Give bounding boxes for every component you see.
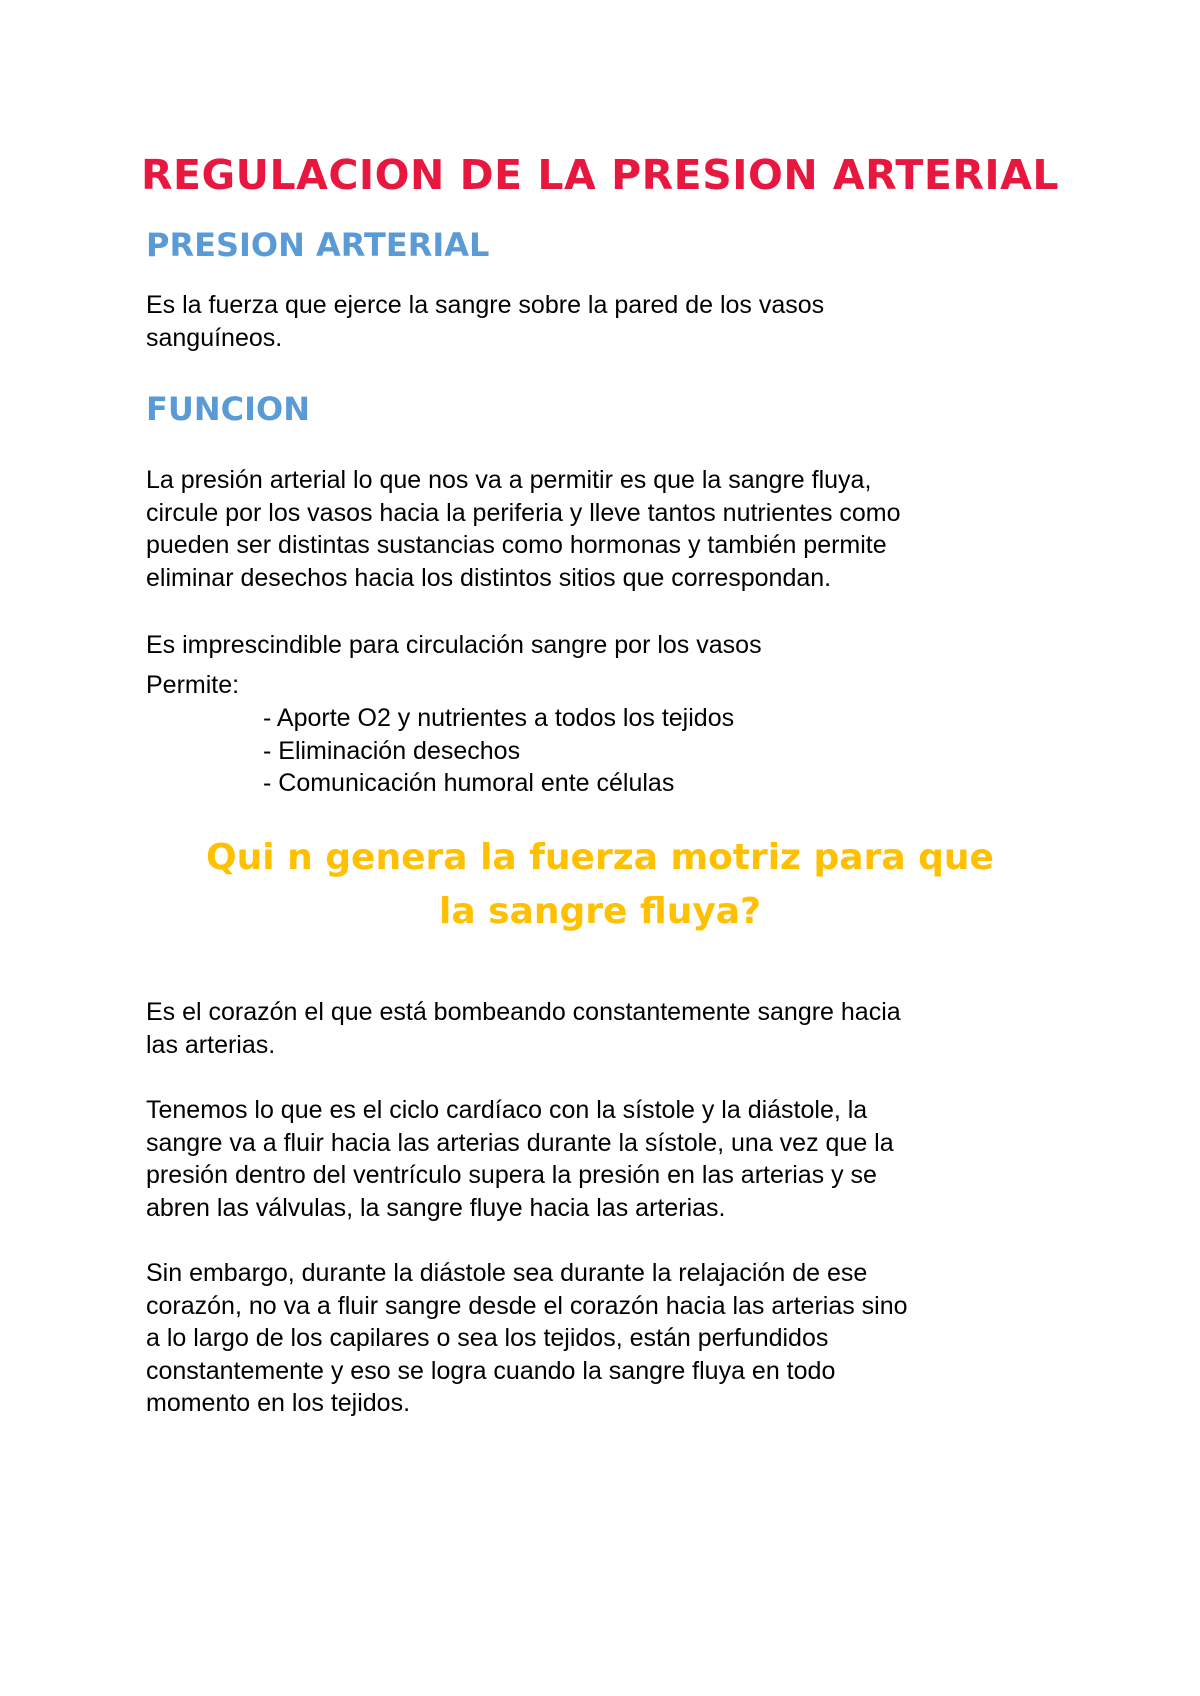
answer-paragraph-1: Es el corazón el que está bombeando constantemente sangre hacia las arterias. [146, 998, 901, 1059]
list-item: - Comunicación humoral ente células [263, 769, 675, 797]
answer-paragraph-3: Sin embargo, durante la diástole sea durante la relajación de ese corazón, no va a fluir sangre desde el corazón hacia las arterias sino a lo largo de los capilares o sea los tejidos, están perfundidos constantemente y eso se logra cuando la sangre fluya en todo momento en los tejidos. [146, 1259, 908, 1417]
list-item: - Eliminación desechos [263, 736, 521, 765]
document-title: REGULACION DE LA PRESION ARTERIAL [140, 151, 1060, 199]
list-item: - Aporte O2 y nutrientes a todos los tejidos [263, 704, 735, 732]
essential-sentence: Es imprescindible para circulación sangre por los vasos [146, 631, 762, 659]
section-paragraph-function: La presión arterial lo que nos va a permitir es que la sangre fluya, circule por los vasos hacia la periferia y lleve tantos nutrientes como pueden ser distintas sustancias como hormonas y también permite eliminar desechos hacia los distintos sitios que correspondan. [146, 466, 901, 592]
section-heading-presion-arterial: PRESION ARTERIAL [146, 226, 490, 264]
permits-label: Permite: [146, 671, 240, 699]
section-paragraph-definition: Es la fuerza que ejerce la sangre sobre la pared de los vasos sanguíneos. [146, 291, 825, 352]
permits-list [263, 702, 734, 800]
section-heading-funcion: FUNCION [146, 390, 310, 428]
question-heading: Qui n genera la fuerza motriz para que la sangre fluya? [206, 837, 994, 932]
answer-paragraph-2: Tenemos lo que es el ciclo cardíaco con la sístole y la diástole, la sangre va a fluir hacia las arterias durante la sístole, una vez que la presión dentro del ventrículo supera la presión en las arterias y se abren las válvulas, la sangre fluye hacia las arterias. [146, 1096, 894, 1222]
